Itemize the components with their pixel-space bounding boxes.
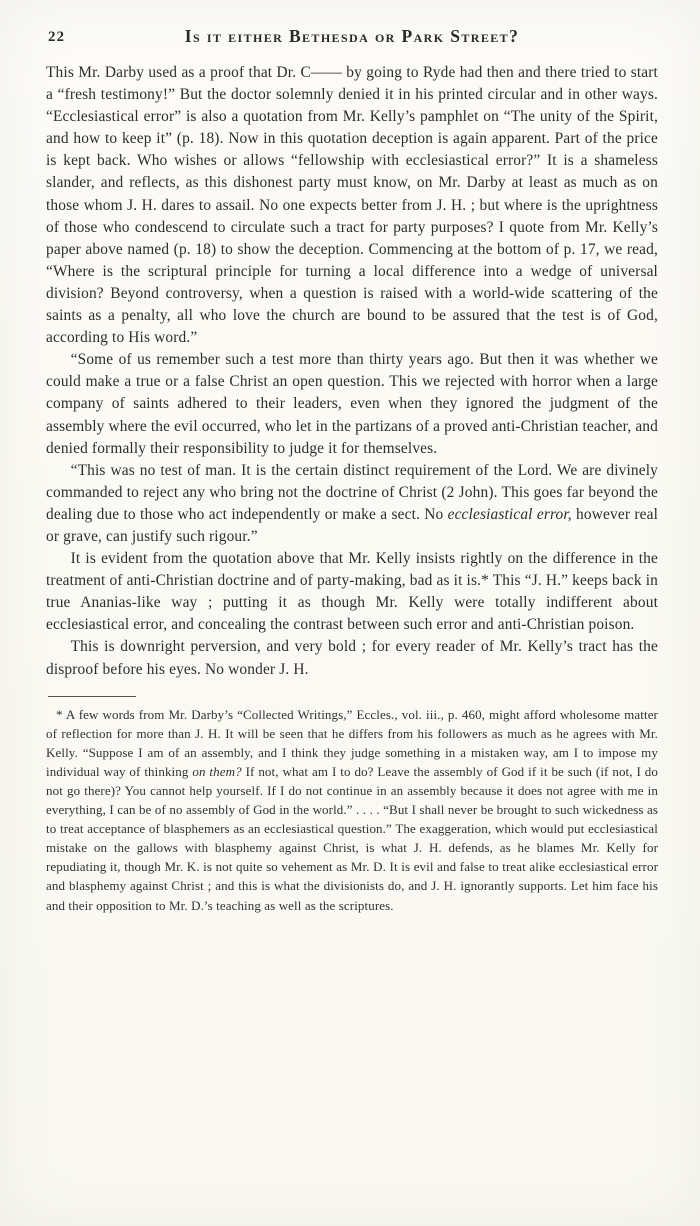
footnote — [46, 705, 658, 915]
text-run: “This was no test of man. It is the certain distinct requirement of the Lord. We are divinely commanded to reject any who bring not the doctrine of Christ (2 John). This goes far beyond the dealing due to those who act independently or make a sect. No — [46, 461, 658, 523]
italic-text-run: ecclesiastical error, — [447, 505, 572, 523]
footnote-rule — [48, 696, 136, 697]
text-run: “Some of us remember such a test more than thirty years ago. But then it was whether we could make a true or a false Christ an open question. This we rejected with horror when a large company of saints adhered to their leaders, even when they ignored the judgment of the assembly where the evil occurred, who let in the partizans of a proved anti-Christian teacher, and denied formally their responsibility to judge it for themselves. — [46, 351, 658, 457]
paragraph — [46, 349, 658, 459]
page-number: 22 — [48, 29, 65, 45]
text-run: It is evident from the quotation above that Mr. Kelly insists rightly on the difference in the treatment of anti-Christian doctrine and of party-making, bad as it is.* This “J. H.” keeps back in true Ananias-like way ; putting it as though Mr. Kelly were totally indifferent about ecclesiastical error, and concealing the contrast between such error and anti-Christian poison. — [46, 550, 658, 634]
paragraph — [46, 62, 658, 349]
paragraph — [46, 460, 658, 548]
text-run: * A few words from Mr. Darby’s “Collected Writings,” Eccles., vol. iii., p. 460, might afford wholesome matter of reflection for more than J. H. It will be seen that he differs from his followers as much as he agrees with Mr. Kelly. “Suppose I am of an assembly, and I think they judge something in a mistaken way, am I to impose my individual way of thinking — [46, 706, 658, 779]
text-run: If not, what am I to do? Leave the assembly of God if it be such (if not, I do not go there)? You cannot help yourself. If I do not continue in an assembly because it does not agree with me in everything, I can be of no assembly of God in the world.” . . . . “But I shall never be brought to such wickedness as to treat acceptance of blasphemers as an ecclesiastical question.” The exaggeration, which would put ecclesiastical mistake on the gallows with blasphemy against Christ, is what J. H. defends, as he blames Mr. Kelly for repudiating it, though Mr. K. is not quite so vehement as Mr. D. It is evil and false to treat alike ecclesiastical error and blasphemy against Christ ; and this is what the divisionists do, and J. H. ignorantly supports. Let him face his and their opposition to Mr. D.’s teaching as well as the scriptures. — [46, 763, 658, 913]
text-run: This is downright perversion, and very bold ; for every reader of Mr. Kelly’s tract has the disproof before his eyes. No wonder J. H. — [46, 638, 658, 678]
italic-text-run: on them? — [192, 763, 242, 779]
text-run: however real or grave, can justify such rigour.” — [46, 505, 658, 545]
text-run: This Mr. Darby used as a proof that Dr. C—— by going to Ryde had then and there tried to start a “fresh testimony!” But the doctor solemnly denied it in his printed circular and in other ways. “Ecclesiastical error” is also a quotation from Mr. Kelly’s pamphlet on “The unity of the Spirit, and how to keep it” (p. 18). Now in this quotation deception is again apparent. Part of the price is kept back. Who wishes or allows “fellowship with ecclesiastical error?” It is a shameless slander, and reflects, as this dishonest party must know, on Mr. Darby at least as much as on those whom J. H. dares to assail. No one expects better from J. H. ; but where is the uprightness of those who condescend to circulate such a tract for party purposes? I quote from Mr. Kelly’s paper above named (p. 18) to show the deception. Commencing at the bottom of p. 17, we read, “Where is the scriptural principle for turning a local difference into a wedge of universal division? Beyond controversy, when a question is raised with a world-wide scattering of the saints as a penalty, all who love the church are bound to be assured that the test is of God, according to His word.” — [46, 64, 658, 347]
paragraph — [46, 548, 658, 636]
paragraph — [46, 636, 658, 680]
running-title: Is it either Bethesda or Park Street? — [184, 26, 520, 46]
body-text — [46, 62, 658, 681]
page-header — [46, 26, 658, 50]
